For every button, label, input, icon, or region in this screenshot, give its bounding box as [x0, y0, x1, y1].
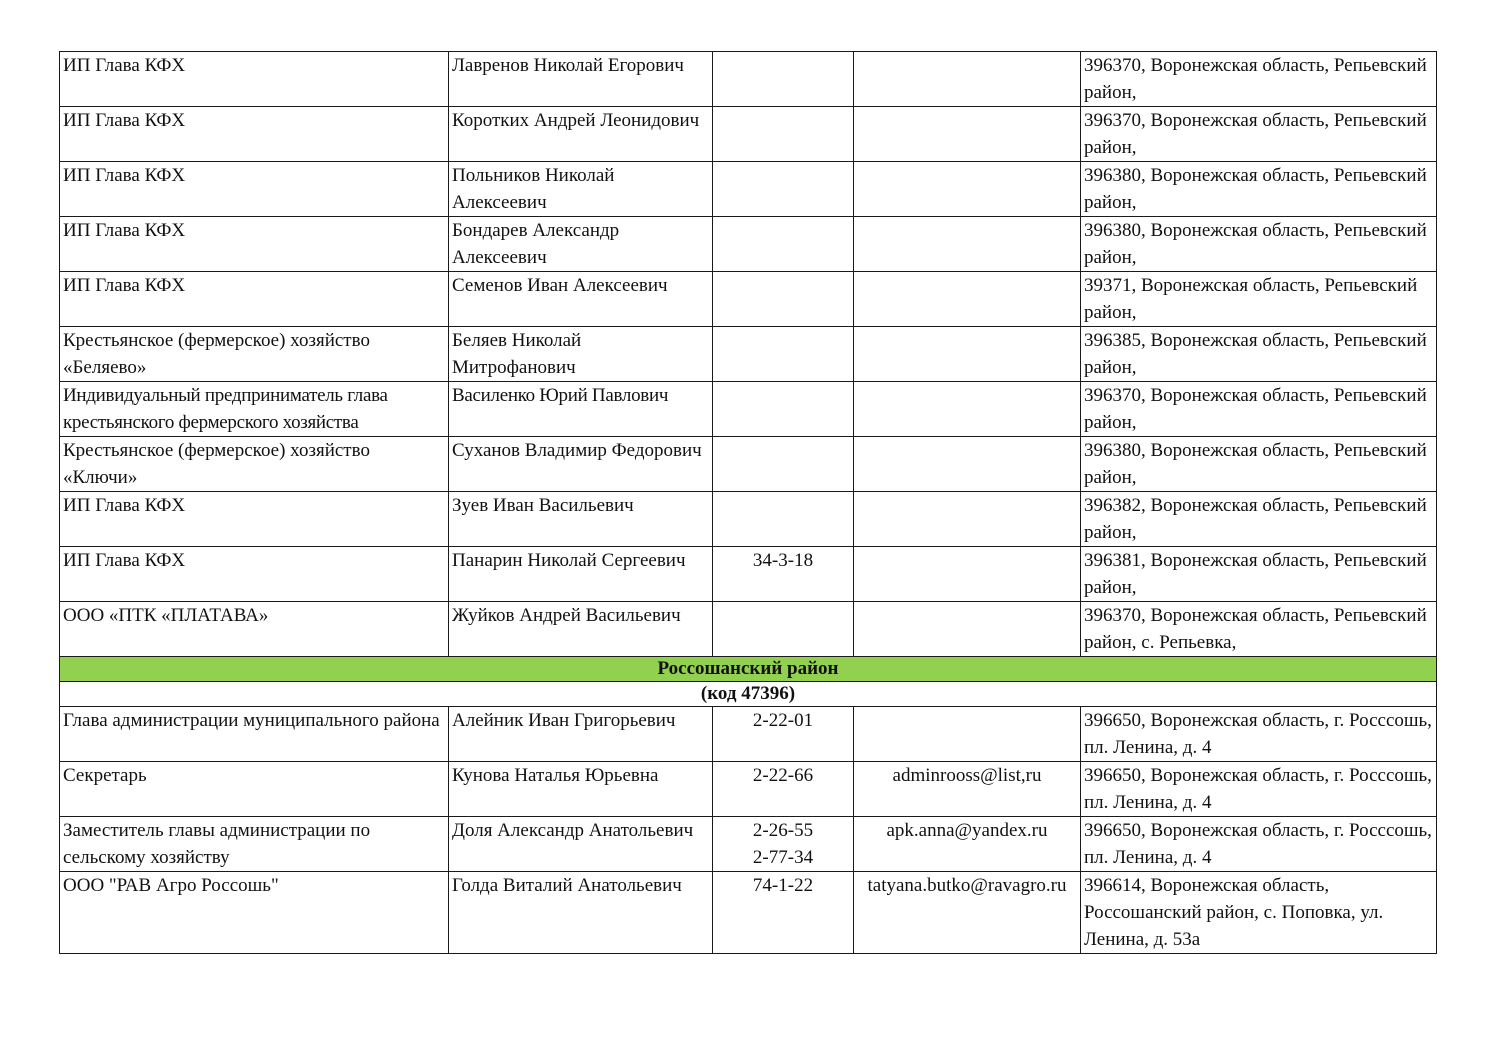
org-cell: Глава администрации муниципального района: [60, 707, 449, 762]
org-cell: ИП Глава КФХ: [60, 272, 449, 327]
phone-cell: [713, 437, 854, 492]
email-cell[interactable]: tatyana.butko@ravagro.ru: [854, 872, 1081, 954]
person-cell: Беляев Николай Митрофанович: [449, 327, 713, 382]
address-cell: 396380, Воронежская область, Репьевский район,: [1081, 437, 1437, 492]
table-row: [60, 707, 1437, 762]
person-cell: Коротких Андрей Леонидович: [449, 107, 713, 162]
phone-cell: [713, 492, 854, 547]
email-cell: [854, 547, 1081, 602]
phone-cell: 74-1-22: [713, 872, 854, 954]
table-row: [60, 762, 1437, 817]
phone-cell: [713, 272, 854, 327]
person-cell: Зуев Иван Васильевич: [449, 492, 713, 547]
email-cell: [854, 272, 1081, 327]
person-cell: Василенко Юрий Павлович: [449, 382, 713, 437]
phone-cell: [713, 327, 854, 382]
email-cell: [854, 382, 1081, 437]
phone-cell: 2-22-66: [713, 762, 854, 817]
section-title: Россошанский район: [60, 657, 1437, 682]
person-cell: Кунова Наталья Юрьевна: [449, 762, 713, 817]
org-cell: ИП Глава КФХ: [60, 107, 449, 162]
email-cell: [854, 602, 1081, 657]
address-cell: 396385, Воронежская область, Репьевский район,: [1081, 327, 1437, 382]
org-cell: Заместитель главы администрации по сельскому хозяйству: [60, 817, 449, 872]
address-cell: 396381, Воронежская область, Репьевский район,: [1081, 547, 1437, 602]
org-cell: Секретарь: [60, 762, 449, 817]
org-cell: ИП Глава КФХ: [60, 162, 449, 217]
email-cell[interactable]: adminrooss@list,ru: [854, 762, 1081, 817]
person-cell: Семенов Иван Алексеевич: [449, 272, 713, 327]
person-cell: Польников Николай Алексеевич: [449, 162, 713, 217]
org-cell: ООО "РАВ Агро Россошь": [60, 872, 449, 954]
contacts-table: [59, 51, 1437, 954]
org-cell: Крестьянское (фермерское) хозяйство «Беляево»: [60, 327, 449, 382]
phone-cell: [713, 217, 854, 272]
table-row: [60, 52, 1437, 107]
org-cell: Индивидуальный предприниматель глава крестьянского фермерского хозяйства: [60, 382, 449, 437]
person-cell: Голда Виталий Анатольевич: [449, 872, 713, 954]
table-row: [60, 437, 1437, 492]
address-cell: 396370, Воронежская область, Репьевский район,: [1081, 382, 1437, 437]
address-cell: 396650, Воронежская область, г. Росссошь, пл. Ленина, д. 4: [1081, 707, 1437, 762]
phone-cell: 34-3-18: [713, 547, 854, 602]
address-cell: 396370, Воронежская область, Репьевский район,: [1081, 52, 1437, 107]
phone-cell: 2-22-01: [713, 707, 854, 762]
org-cell: ИП Глава КФХ: [60, 217, 449, 272]
person-cell: Панарин Николай Сергеевич: [449, 547, 713, 602]
table-row: [60, 817, 1437, 872]
email-cell: [854, 107, 1081, 162]
table-row: [60, 217, 1437, 272]
phone-cell: [713, 107, 854, 162]
phone-cell: [713, 602, 854, 657]
org-cell: ИП Глава КФХ: [60, 492, 449, 547]
email-cell[interactable]: apk.anna@yandex.ru: [854, 817, 1081, 872]
address-cell: 396370, Воронежская область, Репьевский район, с. Репьевка,: [1081, 602, 1437, 657]
address-cell: 396370, Воронежская область, Репьевский район,: [1081, 107, 1437, 162]
person-cell: Бондарев Александр Алексеевич: [449, 217, 713, 272]
org-cell: ООО «ПТК «ПЛАТАВА»: [60, 602, 449, 657]
phone-cell: [713, 162, 854, 217]
email-cell: [854, 492, 1081, 547]
person-cell: Суханов Владимир Федорович: [449, 437, 713, 492]
email-cell: [854, 437, 1081, 492]
email-cell: [854, 217, 1081, 272]
phone-cell: [713, 52, 854, 107]
table-row: [60, 382, 1437, 437]
section-code: (код 47396): [60, 682, 1437, 707]
phone-cell: [713, 382, 854, 437]
table-row: [60, 327, 1437, 382]
address-cell: 396650, Воронежская область, г. Росссошь, пл. Ленина, д. 4: [1081, 762, 1437, 817]
address-cell: 396650, Воронежская область, г. Росссошь, пл. Ленина, д. 4: [1081, 817, 1437, 872]
table-row: [60, 602, 1437, 657]
email-cell: [854, 52, 1081, 107]
table-row: [60, 272, 1437, 327]
address-cell: 396382, Воронежская область, Репьевский район,: [1081, 492, 1437, 547]
person-cell: Доля Александр Анатольевич: [449, 817, 713, 872]
table-row: [60, 547, 1437, 602]
table-row: [60, 492, 1437, 547]
email-cell: [854, 707, 1081, 762]
table-row: [60, 162, 1437, 217]
email-cell: [854, 327, 1081, 382]
table-row: [60, 872, 1437, 954]
person-cell: Алейник Иван Григорьевич: [449, 707, 713, 762]
address-cell: 396614, Воронежская область, Россошанский район, с. Поповка, ул. Ленина, д. 53а: [1081, 872, 1437, 954]
table-row: [60, 107, 1437, 162]
org-cell: ИП Глава КФХ: [60, 52, 449, 107]
address-cell: 39371, Воронежская область, Репьевский район,: [1081, 272, 1437, 327]
person-cell: Лавренов Николай Егорович: [449, 52, 713, 107]
section-header-row: [60, 657, 1437, 682]
address-cell: 396380, Воронежская область, Репьевский район,: [1081, 217, 1437, 272]
org-cell: Крестьянское (фермерское) хозяйство «Ключи»: [60, 437, 449, 492]
email-cell: [854, 162, 1081, 217]
org-cell: ИП Глава КФХ: [60, 547, 449, 602]
person-cell: Жуйков Андрей Васильевич: [449, 602, 713, 657]
section-code-row: [60, 682, 1437, 707]
address-cell: 396380, Воронежская область, Репьевский район,: [1081, 162, 1437, 217]
phone-cell: 2-26-55 2-77-34: [713, 817, 854, 872]
